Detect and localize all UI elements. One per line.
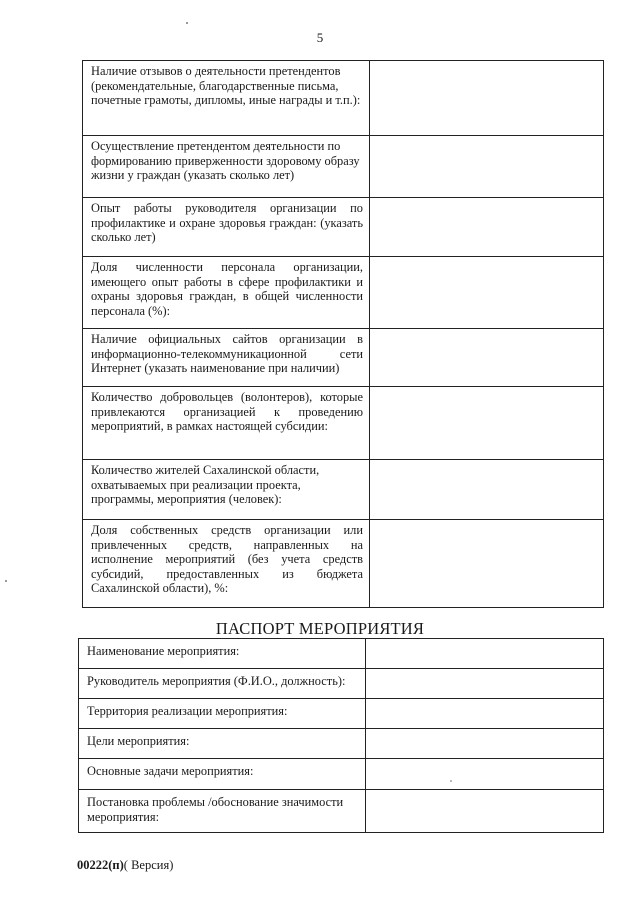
criteria-label: Количество жителей Сахалинской области, охватываемых при реализации проекта, программы, мероприятия (человек):: [83, 460, 370, 520]
criteria-value-cell[interactable]: [370, 257, 604, 329]
table-row: [83, 61, 604, 136]
table-row: [79, 699, 604, 729]
table-row: [83, 460, 604, 520]
table-row: [79, 669, 604, 699]
passport-label: Основные задачи мероприятия:: [79, 759, 366, 790]
criteria-value-cell[interactable]: [370, 520, 604, 608]
criteria-label: Доля собственных средств организации или привлеченных средств, направленных на исполнение мероприятий (без учета средств субсидий, предоставленных из бюджета Сахалинской области), %:: [83, 520, 370, 608]
passport-value-cell[interactable]: [366, 759, 604, 790]
criteria-table: [82, 60, 604, 608]
document-code: 00222(п): [77, 858, 124, 872]
table-row: [83, 257, 604, 329]
passport-label: Руководитель мероприятия (Ф.И.О., должность):: [79, 669, 366, 699]
criteria-value-cell[interactable]: [370, 329, 604, 387]
table-row: [79, 790, 604, 833]
criteria-value-cell[interactable]: [370, 198, 604, 257]
table-row: [83, 136, 604, 198]
footer: [77, 858, 173, 873]
table-row: [79, 639, 604, 669]
table-row: [83, 198, 604, 257]
criteria-label: Наличие отзывов о деятельности претендентов (рекомендательные, благодарственные письма, почетные грамоты, дипломы, иные награды и т.п.):: [83, 61, 370, 136]
passport-value-cell[interactable]: [366, 790, 604, 833]
table-row: [83, 387, 604, 460]
criteria-value-cell[interactable]: [370, 61, 604, 136]
passport-title: ПАСПОРТ МЕРОПРИЯТИЯ: [215, 619, 425, 638]
criteria-label: Осуществление претендентом деятельности по формированию приверженности здоровому образу жизни у граждан (указать сколько лет): [83, 136, 370, 198]
criteria-label: Наличие официальных сайтов организации в информационно-телекоммуникационной сети Интернет (указать наименование при наличии): [83, 329, 370, 387]
table-row: [79, 729, 604, 759]
passport-label: Территория реализации мероприятия:: [79, 699, 366, 729]
passport-label: Наименование мероприятия:: [79, 639, 366, 669]
criteria-value-cell[interactable]: [370, 136, 604, 198]
criteria-label: Опыт работы руководителя организации по профилактике и охране здоровья граждан: (указать сколько лет): [83, 198, 370, 257]
scan-speck: [450, 780, 452, 782]
passport-value-cell[interactable]: [366, 699, 604, 729]
passport-label: Цели мероприятия:: [79, 729, 366, 759]
passport-label: Постановка проблемы /обоснование значимости мероприятия:: [79, 790, 366, 833]
criteria-label: Количество добровольцев (волонтеров), которые привлекаются организацией к проведению мероприятий, в рамках настоящей субсидии:: [83, 387, 370, 460]
version-label: ( Версия): [123, 858, 174, 872]
passport-value-cell[interactable]: [366, 729, 604, 759]
criteria-value-cell[interactable]: [370, 387, 604, 460]
passport-value-cell[interactable]: [366, 669, 604, 699]
criteria-value-cell[interactable]: [370, 460, 604, 520]
table-row: [79, 759, 604, 790]
page-number: 5: [316, 30, 324, 45]
scan-speck: [5, 580, 7, 582]
table-row: [83, 520, 604, 608]
table-row: [83, 329, 604, 387]
scan-speck: [186, 22, 188, 24]
passport-table: [78, 638, 604, 833]
passport-value-cell[interactable]: [366, 639, 604, 669]
criteria-label: Доля численности персонала организации, имеющего опыт работы в сфере профилактики и охраны здоровья граждан, в общей численности персонала (%):: [83, 257, 370, 329]
